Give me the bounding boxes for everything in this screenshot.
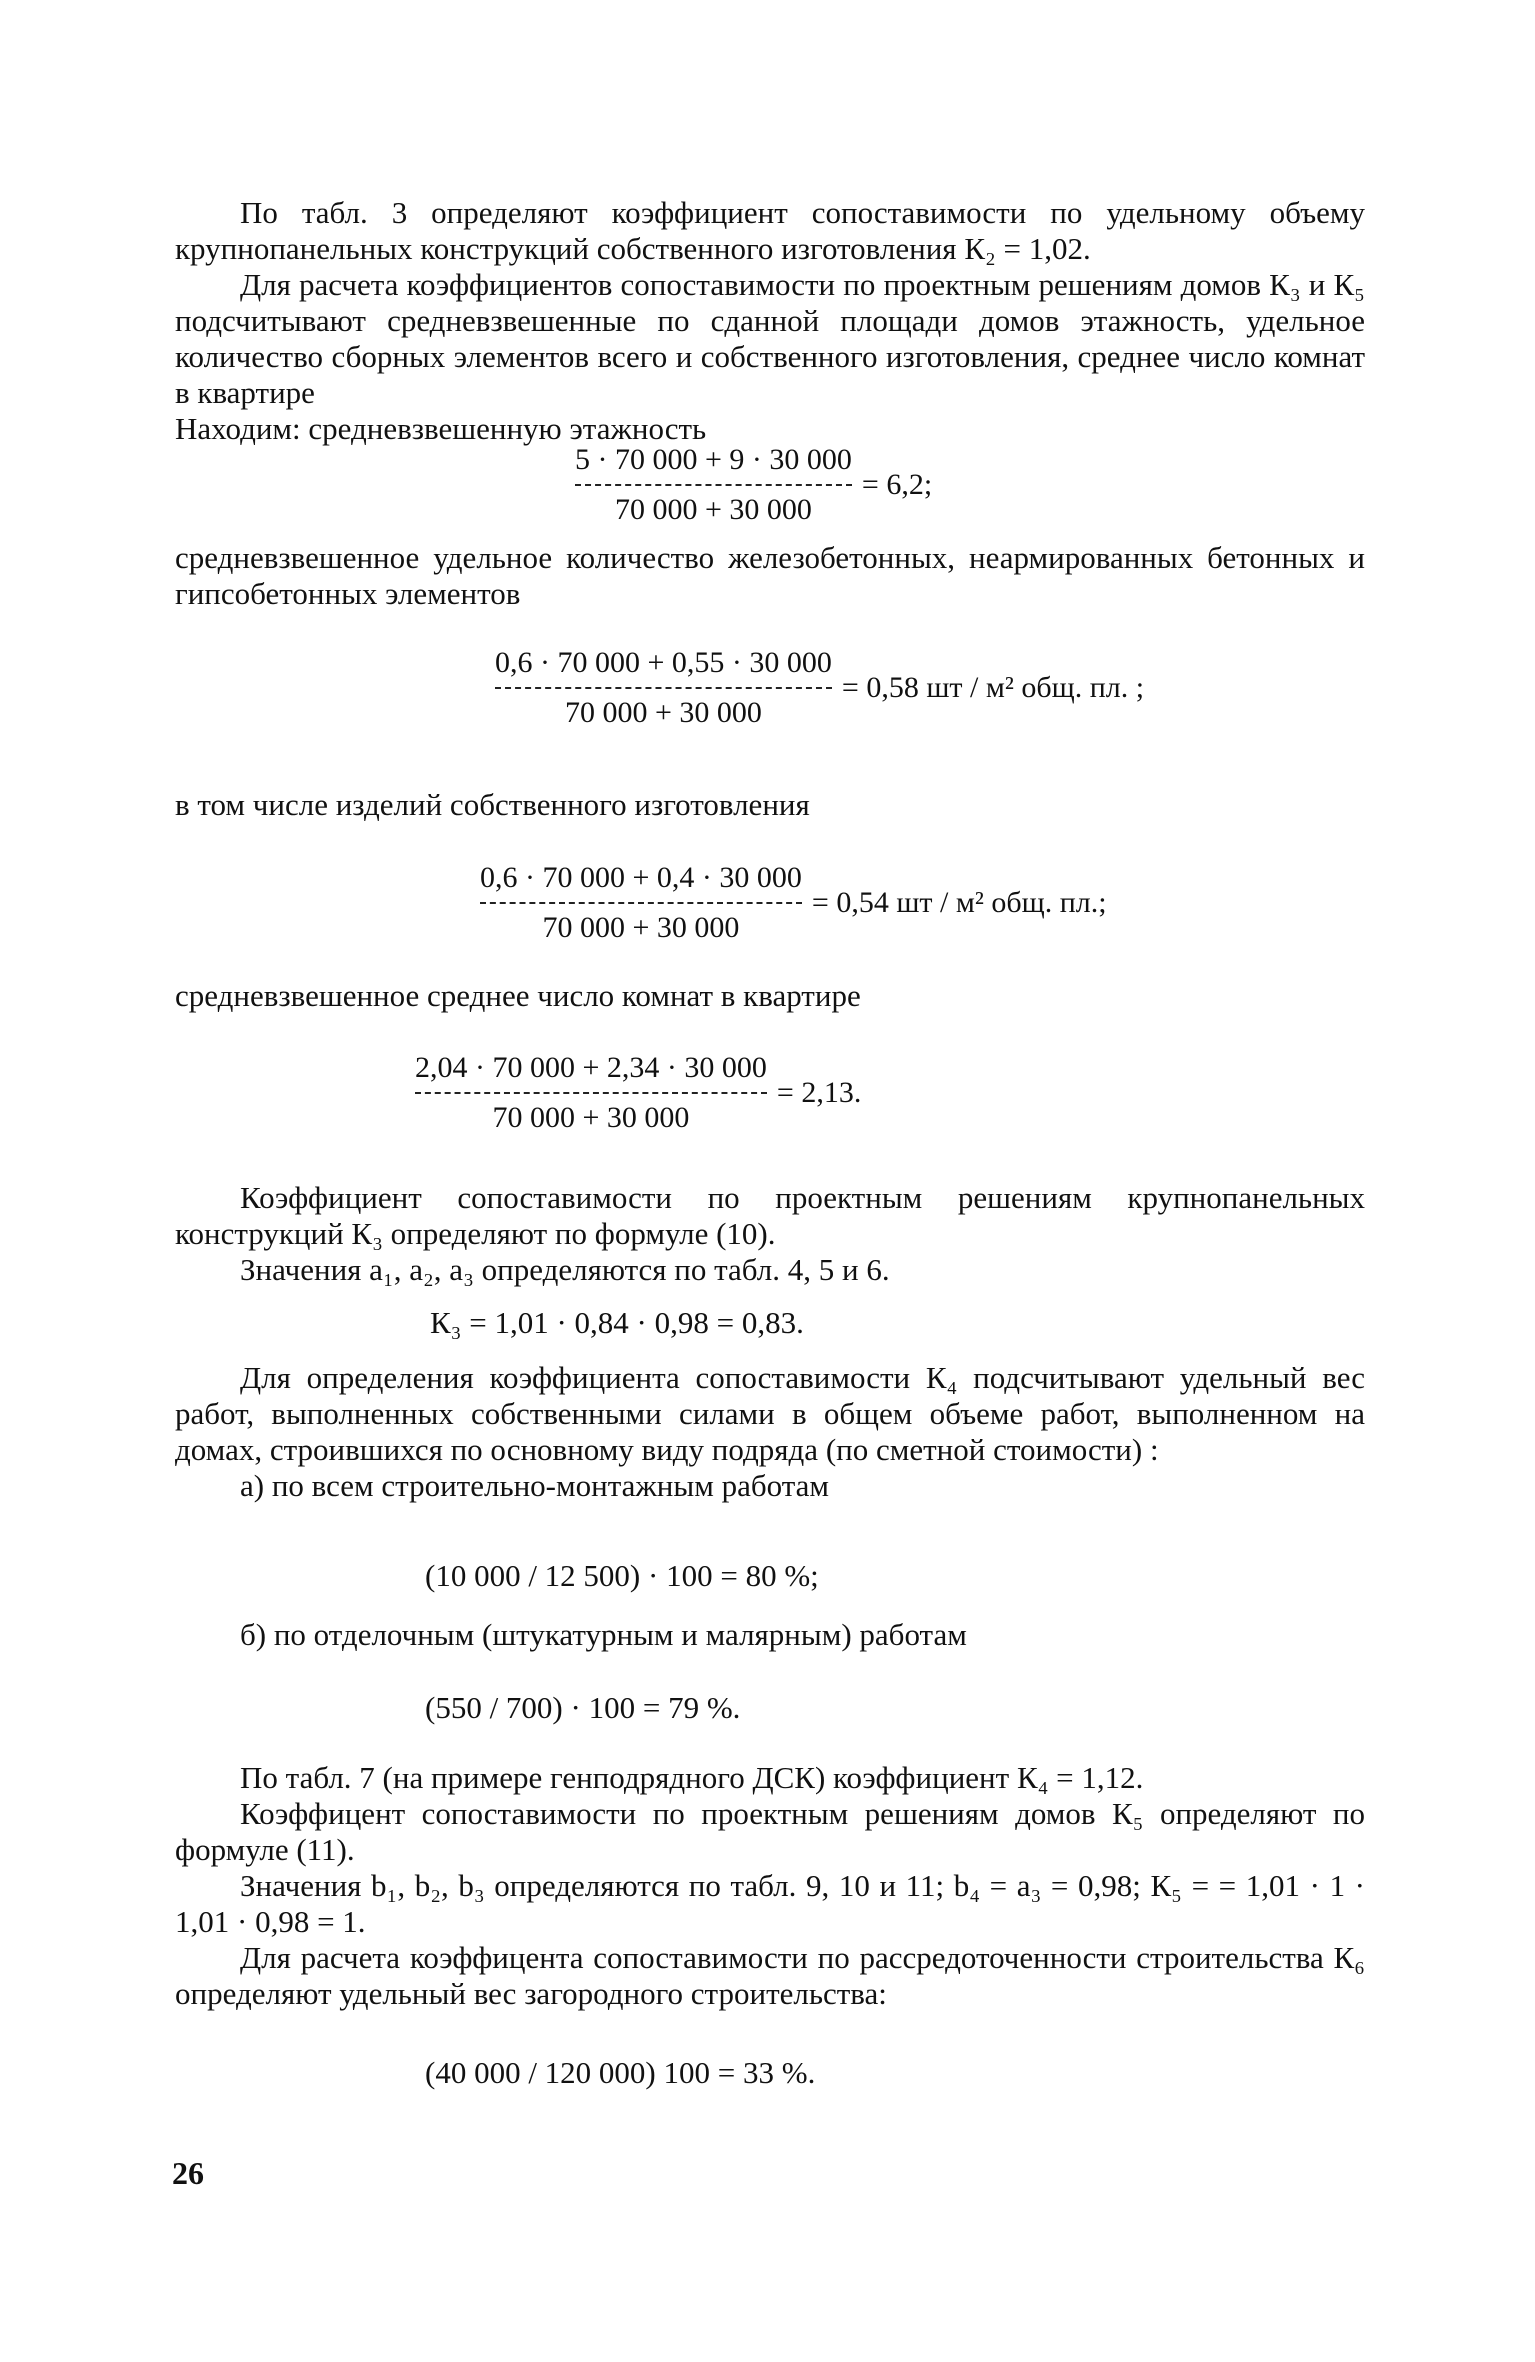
paragraph-elements: средневзвешенное удельное количество железобетонных, неармированных бетонных и гипсобетонных элементов [175,540,1365,611]
formula-elements-own [480,860,1107,946]
text-block-k3 [175,1180,1365,1288]
formula-denominator: 70 000 + 30 000 [492,1101,690,1134]
formula-result: = 6,2; [861,468,933,501]
formula-denominator: 70 000 + 30 000 [614,493,812,526]
formula-numerator: 5 · 70 000 + 9 · 30 000 [575,443,852,476]
paragraph-k4: Для определения коэффициента сопоставимости К₄ подсчитывают удельный вес работ, выполненных собственными силами в общем объеме работ, выполненном на домах, строившихся по основному виду подряда (по сметной стоимости) : [175,1360,1365,1467]
text-block-k5-k6 [175,1760,1365,2012]
formula-numerator: 2,04 · 70 000 + 2,34 · 30 000 [415,1051,767,1084]
paragraph-item-a: а) по всем строительно-монтажным работам [240,1468,830,1503]
formula-numerator: 0,6 · 70 000 + 0,55 · 30 000 [495,646,832,679]
fraction-bar [495,687,832,689]
page-number: 26 [172,2155,204,2191]
text-block-intro [175,195,1365,447]
paragraph-k3-k5: Для расчета коэффициентов сопоставимости по проектным решениям домов К₃ и К₅ подсчитывают средневзвешенные по сданной площади домов этажность, удельное количество сборных элементов всего и собственного изготовления, среднее число комнат в квартире [175,267,1365,410]
paragraph-k2: По табл. 3 определяют коэффициент сопоставимости по удельному объему крупнопанельных конструкций собственного изготовления К₂ = 1,02. [175,195,1365,266]
formula-floors [575,442,932,528]
formula-k6: (40 000 / 120 000) 100 = 33 %. [425,2055,816,2090]
formula-elements-total [495,645,1144,731]
paragraph-k4-value: По табл. 7 (на примере генподрядного ДСК) коэффициент К₄ = 1,12. [240,1760,1144,1795]
formula-works-total: (10 000 / 12 500) · 100 = 80 %; [425,1558,819,1593]
paragraph-rooms: средневзвешенное среднее число комнат в квартире [175,978,861,1013]
fraction-bar [575,484,852,486]
formula-result: = 2,13. [776,1076,862,1109]
paragraph-b-values: Значения b₁, b₂, b₃ определяются по табл. 9, 10 и 11; b₄ = а₃ = 0,98; К₅ = = 1,01 · 1 · 1,01 · 0,98 = 1. [175,1868,1365,1939]
text-block-k4 [175,1360,1365,1504]
fraction-bar [480,902,802,904]
formula-k3: К₃ = 1,01 · 0,84 · 0,98 = 0,83. [430,1305,804,1340]
formula-denominator: 70 000 + 30 000 [564,696,762,729]
paragraph-own-products: в том числе изделий собственного изготовления [175,787,810,822]
paragraph-k5-formula: Коэффицент сопоставимости по проектным решениям домов К₅ определяют по формуле (11). [175,1796,1365,1867]
formula-result: = 0,58 шт / м² общ. пл. ; [841,671,1145,704]
text-block-elements [175,540,1365,612]
formula-result: = 0,54 шт / м² общ. пл.; [811,886,1107,919]
formula-rooms [415,1050,861,1136]
formula-numerator: 0,6 · 70 000 + 0,4 · 30 000 [480,861,802,894]
paragraph-a-values: Значения а₁, а₂, а₃ определяются по табл. 4, 5 и 6. [240,1252,890,1287]
formula-works-finishing: (550 / 700) · 100 = 79 %. [425,1690,741,1725]
paragraph-item-b: б) по отделочным (штукатурным и малярным) работам [240,1617,967,1652]
formula-denominator: 70 000 + 30 000 [542,911,740,944]
fraction-bar [415,1092,767,1094]
paragraph-find: Находим: средневзвешенную этажность [175,411,707,446]
paragraph-k6: Для расчета коэффицента сопоставимости по рассредоточенности строительства К₆ определяют удельный вес загородного строительства: [175,1940,1365,2011]
paragraph-k3-formula: Коэффициент сопоставимости по проектным решениям крупнопанельных конструкций К₃ определяют по формуле (10). [175,1180,1365,1251]
